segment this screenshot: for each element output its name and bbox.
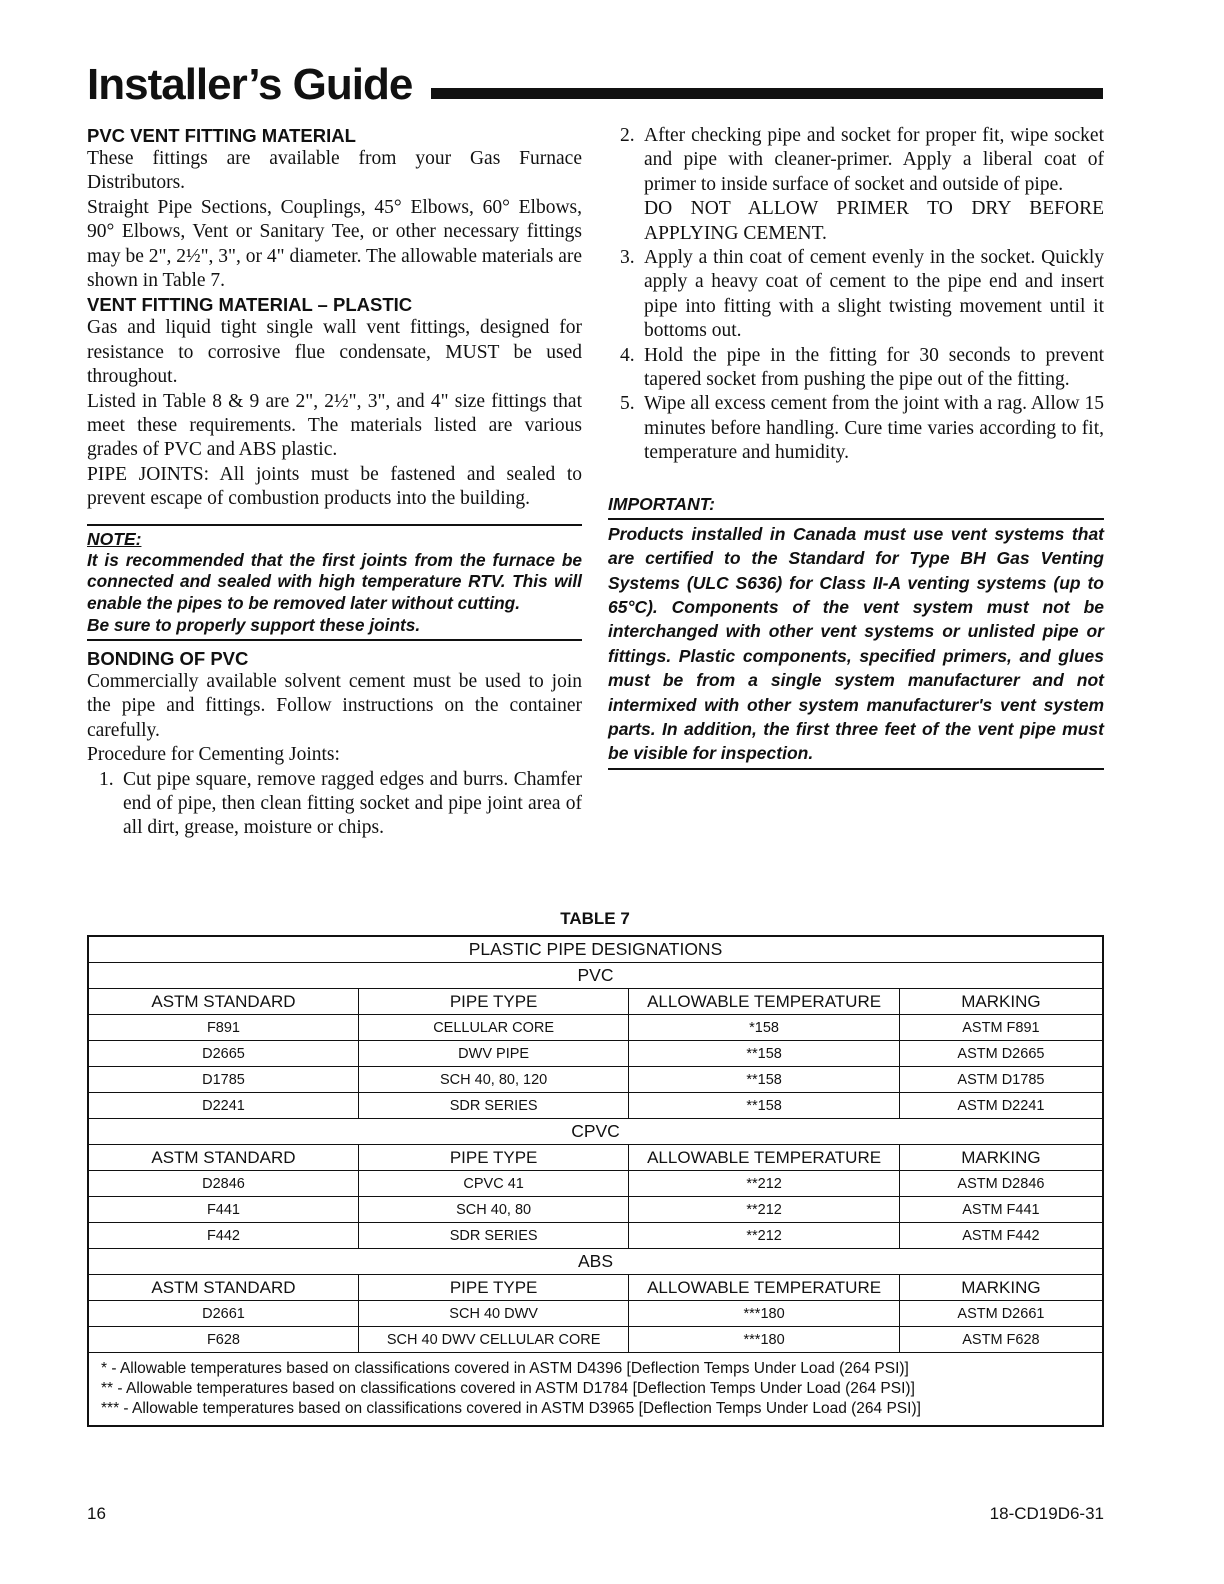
- table-cell: *158: [629, 1015, 900, 1041]
- heading-vent-fitting-plastic: VENT FITTING MATERIAL – PLASTIC: [87, 294, 413, 316]
- paragraph: Listed in Table 8 & 9 are 2", 2½", 3", and 4" size fittings that meet these requirements. The materials listed are various grades of PVC and ABS plastic.: [87, 390, 582, 461]
- note-text-support: Be sure to properly support these joints.: [87, 615, 421, 636]
- group-name: PVC: [88, 963, 1103, 989]
- footnotes-row: [88, 1353, 1103, 1427]
- group-name: ABS: [88, 1249, 1103, 1275]
- list-item: 3. Apply a thin coat of cement evenly in the socket. Quickly apply a heavy coat of cement to the pipe end and insert pipe into fitting with a slight twisting movement until it bottoms out.: [620, 247, 1104, 342]
- paragraph: These fittings are available from your Gas Furnace Distributors.: [87, 148, 582, 194]
- column-header: MARKING: [899, 1275, 1103, 1301]
- table-cell: **158: [629, 1067, 900, 1093]
- important-text: Products installed in Canada must use vent systems that are certified to the Standard for Type BH Gas Venting Systems (ULC S636) for Class II-A venting systems (up to 65°C). Components of the vent system must not be interchanged with other vent systems or unlisted pipe or fittings. Plastic components, specified primers, and glues must be from a single system manufacturer and not intermixed with other system manufacturer's vent system parts. In addition, the first three feet of the vent pipe must be visible for inspection.: [608, 523, 1104, 764]
- table-cell: D2241: [88, 1093, 358, 1119]
- table-cell: ASTM F442: [899, 1223, 1103, 1249]
- note-text: It is recommended that the first joints from the furnace be connected and sealed with high temperature RTV. This will enable the pipes to be removed later without cutting.: [87, 549, 582, 614]
- table-row: [88, 1197, 1103, 1223]
- group-row: [88, 1119, 1103, 1145]
- table-cell: F891: [88, 1015, 358, 1041]
- table-title-row: [88, 936, 1103, 963]
- right-column: [608, 124, 1104, 770]
- table-title: PLASTIC PIPE DESIGNATIONS: [88, 936, 1103, 963]
- table-cell: SDR SERIES: [358, 1223, 628, 1249]
- table-cell: ASTM D2665: [899, 1041, 1103, 1067]
- table-row: [88, 1301, 1103, 1327]
- table-cell: DWV PIPE: [358, 1041, 628, 1067]
- table-caption: TABLE 7: [560, 909, 630, 928]
- table-cell: ASTM F628: [899, 1327, 1103, 1353]
- table-cell: **158: [629, 1041, 900, 1067]
- heading-pvc-vent-fitting-material: PVC VENT FITTING MATERIAL: [87, 125, 356, 146]
- footnote: *** - Allowable temperatures based on classifications covered in ASTM D3965 [Deflection Temps Under Load (264 PSI)]: [101, 1400, 921, 1417]
- column-header: MARKING: [899, 1145, 1103, 1171]
- column-header: ALLOWABLE TEMPERATURE: [629, 1145, 900, 1171]
- heading-bonding-of-pvc: BONDING OF PVC: [87, 647, 249, 669]
- table-cell: CELLULAR CORE: [358, 1015, 628, 1041]
- table-cell: D1785: [88, 1067, 358, 1093]
- paragraph: Procedure for Cementing Joints:: [87, 744, 340, 766]
- left-column: [87, 124, 582, 841]
- table-row: [88, 1015, 1103, 1041]
- table-cell: D2661: [88, 1301, 358, 1327]
- page-header: [87, 60, 1103, 110]
- table-cell: ASTM D2846: [899, 1171, 1103, 1197]
- table-cell: ASTM D1785: [899, 1067, 1103, 1093]
- table-cell: **158: [629, 1093, 900, 1119]
- table-cell: D2665: [88, 1041, 358, 1067]
- column-header: PIPE TYPE: [358, 989, 628, 1015]
- cementing-steps: [87, 768, 582, 841]
- list-item: 2. After checking pipe and socket for proper fit, wipe socket and pipe with cleaner-primer. Apply a liberal coat of primer to inside surface of socket and outside of pipe. DO NOT ALLOW PRIMER TO DRY BEFORE APPLYING CEMENT.: [620, 125, 1104, 244]
- table-7: [87, 935, 1104, 1427]
- table-cell: D2846: [88, 1171, 358, 1197]
- table-row: [88, 1093, 1103, 1119]
- table-row: [88, 1041, 1103, 1067]
- list-item: 5. Wipe all excess cement from the joint with a rag. Allow 15 minutes before handling. Cure time varies according to fit, temperature and humidity.: [620, 393, 1104, 464]
- table-body: [88, 936, 1103, 1426]
- table-cell: **212: [629, 1171, 900, 1197]
- table-cell: ASTM F441: [899, 1197, 1103, 1223]
- header-rule: [431, 88, 1103, 99]
- table-cell: **212: [629, 1197, 900, 1223]
- page-title: Installer’s Guide: [87, 60, 413, 109]
- group-row: [88, 963, 1103, 989]
- paragraph: Commercially available solvent cement must be used to join the pipe and fittings. Follow instructions on the container carefully.: [87, 670, 582, 741]
- list-item: 4. Hold the pipe in the fitting for 30 seconds to prevent tapered socket from pushing the pipe out of the fitting.: [620, 344, 1104, 391]
- table-cell: F441: [88, 1197, 358, 1223]
- paragraph: PIPE JOINTS: All joints must be fastened and sealed to prevent escape of combustion products into the building.: [87, 463, 582, 510]
- table-row: [88, 1171, 1103, 1197]
- paragraph: Gas and liquid tight single wall vent fittings, designed for resistance to corrosive flue condensate, MUST be used throughout.: [87, 317, 582, 388]
- column-header: ALLOWABLE TEMPERATURE: [629, 989, 900, 1015]
- table-cell: ASTM D2661: [899, 1301, 1103, 1327]
- column-header: ASTM STANDARD: [88, 989, 358, 1015]
- footnote: ** - Allowable temperatures based on classifications covered in ASTM D1784 [Deflection Temps Under Load (264 PSI)]: [101, 1380, 915, 1397]
- column-header: ALLOWABLE TEMPERATURE: [629, 1275, 900, 1301]
- table-cell: SDR SERIES: [358, 1093, 628, 1119]
- table-cell: SCH 40, 80, 120: [358, 1067, 628, 1093]
- column-header: MARKING: [899, 989, 1103, 1015]
- column-header: PIPE TYPE: [358, 1275, 628, 1301]
- column-header: PIPE TYPE: [358, 1145, 628, 1171]
- table-row: [88, 1223, 1103, 1249]
- table-cell: SCH 40 DWV CELLULAR CORE: [358, 1327, 628, 1353]
- table-cell: ASTM F891: [899, 1015, 1103, 1041]
- table-cell: F628: [88, 1327, 358, 1353]
- footnotes: [88, 1353, 1103, 1427]
- header-row: [88, 1145, 1103, 1171]
- table-cell: SCH 40, 80: [358, 1197, 628, 1223]
- cementing-steps-continued: [608, 124, 1104, 466]
- column-header: ASTM STANDARD: [88, 1145, 358, 1171]
- table-cell: F442: [88, 1223, 358, 1249]
- paragraph: Straight Pipe Sections, Couplings, 45° Elbows, 60° Elbows, 90° Elbows, Vent or Sanitary Tee, or other necessary fittings may be 2", 2½", 3", or 4" diameter. The allowable materials are shown in Table 7.: [87, 196, 582, 292]
- important-title: IMPORTANT:: [608, 492, 1104, 520]
- table-cell: **212: [629, 1223, 900, 1249]
- note-title: NOTE:: [87, 528, 142, 549]
- note-box: [87, 524, 582, 641]
- document-id: 18-CD19D6-31: [989, 1504, 1104, 1523]
- list-item: 1. Cut pipe square, remove ragged edges and burrs. Chamfer end of pipe, then clean fitting socket and pipe joint area of all dirt, grease, moisture or chips.: [99, 768, 582, 839]
- group-row: [88, 1249, 1103, 1275]
- table-cell: ASTM D2241: [899, 1093, 1103, 1119]
- table-cell: ***180: [629, 1327, 900, 1353]
- table-cell: CPVC 41: [358, 1171, 628, 1197]
- page-number: 16: [87, 1504, 106, 1523]
- header-row: [88, 989, 1103, 1015]
- table-row: [88, 1327, 1103, 1353]
- footnote: * - Allowable temperatures based on classifications covered in ASTM D4396 [Deflection Temps Under Load (264 PSI)]: [101, 1360, 909, 1377]
- table-cell: SCH 40 DWV: [358, 1301, 628, 1327]
- important-box: [608, 492, 1104, 770]
- column-header: ASTM STANDARD: [88, 1275, 358, 1301]
- table-cell: ***180: [629, 1301, 900, 1327]
- group-name: CPVC: [88, 1119, 1103, 1145]
- table-row: [88, 1067, 1103, 1093]
- header-row: [88, 1275, 1103, 1301]
